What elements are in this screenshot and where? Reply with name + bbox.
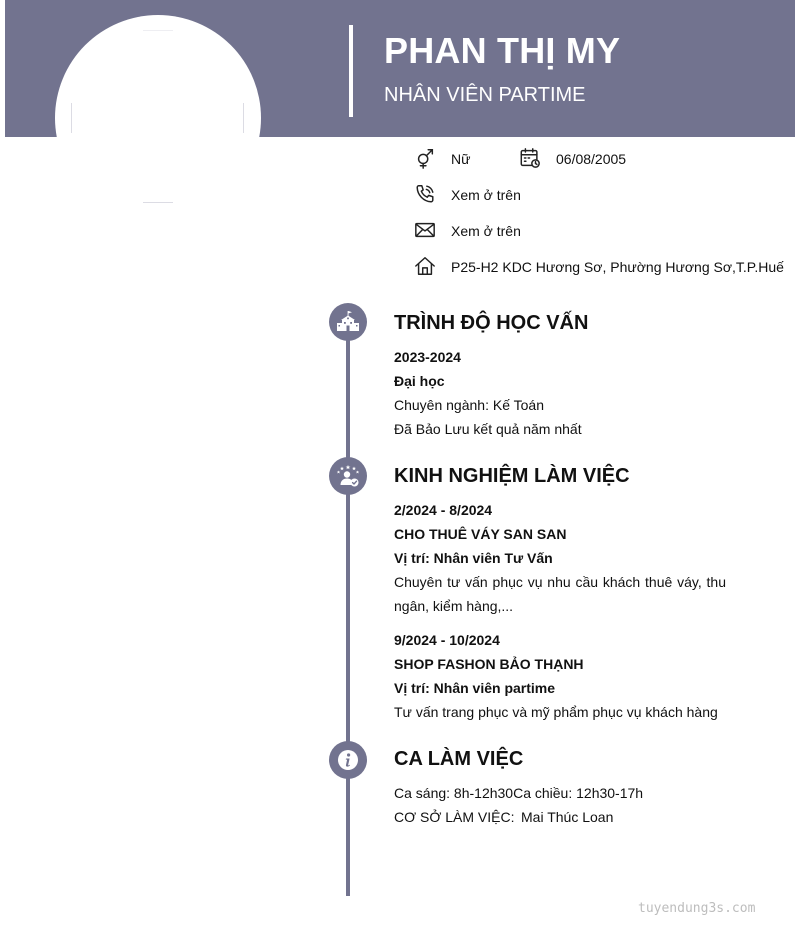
job-company: CHO THUÊ VÁY SAN SAN: [394, 526, 567, 542]
job-description: Tư vấn trang phục và mỹ phẩm phục vụ khách hàng: [394, 704, 718, 720]
shift-hours: Ca sáng: 8h-12h30Ca chiều: 12h30-17h: [394, 785, 644, 801]
birthday-value: 06/08/2005: [556, 151, 627, 167]
phone-value: Xem ở trên: [451, 187, 521, 203]
education-major: Chuyên ngành: Kế Toán: [394, 397, 544, 413]
education-note: Đã Bảo Lưu kết quả năm nhất: [394, 421, 582, 437]
watermark: tuyendung3s.com: [638, 901, 756, 916]
calendar-icon: [519, 147, 541, 169]
experience-title: KINH NGHIỆM LÀM VIỆC: [394, 465, 630, 487]
location-label: CƠ SỞ LÀM VIỆC:: [394, 809, 515, 825]
timeline-line: [346, 320, 350, 896]
location-value: Mai Thúc Loan: [521, 809, 614, 825]
team-star-icon: [329, 457, 367, 495]
job-company: SHOP FASHON BẢO THẠNH: [394, 656, 584, 672]
photo-crop-mark: [143, 30, 173, 31]
avatar: [55, 15, 261, 221]
job-period: 2/2024 - 8/2024: [394, 502, 493, 518]
email-value: Xem ở trên: [451, 223, 521, 239]
education-period: 2023-2024: [394, 349, 461, 365]
photo-crop-mark: [71, 103, 72, 133]
name-divider: [349, 25, 353, 117]
photo-crop-mark: [243, 103, 244, 133]
school-icon: [329, 303, 367, 341]
job-position: Vị trí: Nhân viên partime: [394, 680, 556, 696]
gender-value: Nữ: [451, 151, 471, 167]
photo-crop-mark: [143, 202, 173, 203]
education-title: TRÌNH ĐỘ HỌC VẤN: [394, 312, 589, 334]
shift-title: CA LÀM VIỆC: [394, 748, 524, 770]
gender-icon: [414, 147, 436, 169]
job-description: Chuyên tư vấn phục vụ nhu cầu khách thuê váy, thu ngân, kiểm hàng,...: [394, 574, 726, 614]
job-period: 9/2024 - 10/2024: [394, 632, 500, 648]
candidate-title: NHÂN VIÊN PARTIME: [384, 84, 586, 106]
phone-icon: [414, 183, 436, 205]
info-icon: [329, 741, 367, 779]
candidate-name: PHAN THỊ MY: [384, 30, 621, 71]
education-degree: Đại học: [394, 373, 445, 389]
job-position: Vị trí: Nhân viên Tư Vấn: [394, 550, 553, 566]
home-icon: [414, 255, 436, 277]
envelope-icon: [414, 219, 436, 241]
address-value: P25-H2 KDC Hương Sơ, Phường Hương Sơ,T.P.Huế: [451, 259, 784, 275]
